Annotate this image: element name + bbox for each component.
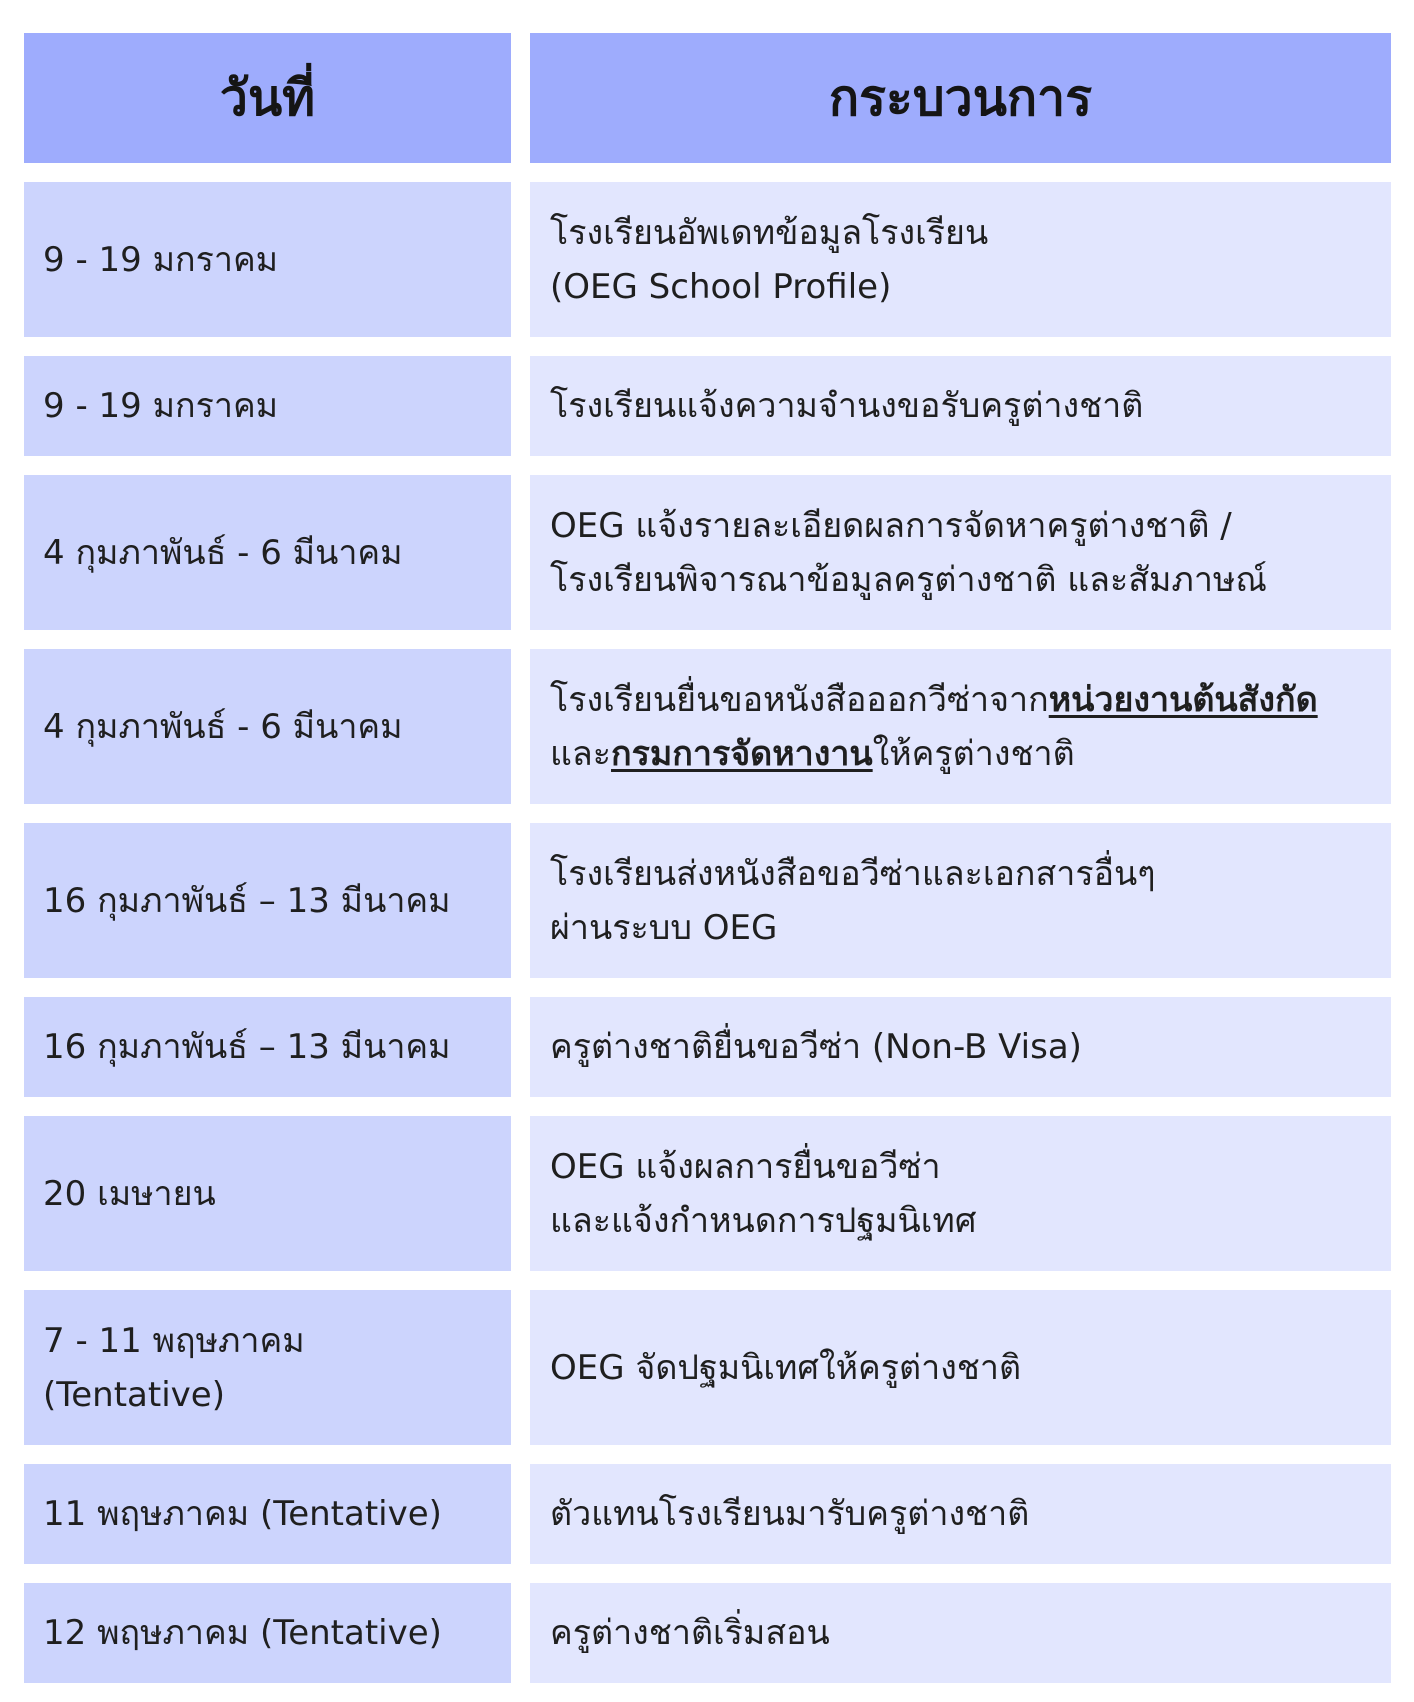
date-text: 7 - 11 พฤษภาคม (Tentative) xyxy=(43,1320,305,1415)
date-text: 4 กุมภาพันธ์ - 6 มีนาคม xyxy=(43,706,403,747)
process-text: โรงเรียนส่งหนังสือขอวีซ่าและเอกสารอื่นๆ ผ่านระบบ OEG xyxy=(550,853,1156,948)
date-text: 9 - 19 มกราคม xyxy=(43,386,279,426)
employment-department-link[interactable]: กรมการจัดหางาน xyxy=(611,733,873,774)
process-text: ตัวแทนโรงเรียนมารับครูต่างชาติ xyxy=(550,1494,1030,1534)
date-cell xyxy=(24,1116,511,1271)
process-text-and: และ xyxy=(550,733,612,774)
process-text-suffix: ให้ครูต่างชาติ xyxy=(872,733,1075,774)
date-cell xyxy=(24,997,511,1097)
process-text: โรงเรียนอัพเดทข้อมูลโรงเรียน (OEG School Profile) xyxy=(550,212,989,307)
date-text: 11 พฤษภาคม (Tentative) xyxy=(43,1494,442,1534)
process-cell xyxy=(530,997,1391,1097)
date-cell xyxy=(24,356,511,456)
date-cell xyxy=(24,823,511,978)
date-cell xyxy=(24,182,511,337)
process-cell xyxy=(530,475,1391,630)
date-text: 12 พฤษภาคม (Tentative) xyxy=(43,1613,442,1653)
process-text: OEG จัดปฐมนิเทศให้ครูต่างชาติ xyxy=(550,1347,1022,1388)
date-text: 20 เมษายน xyxy=(43,1173,216,1214)
process-cell xyxy=(530,649,1391,804)
header-process-cell xyxy=(530,33,1391,163)
date-text: 9 - 19 มกราคม xyxy=(43,239,279,280)
date-text: 4 กุมภาพันธ์ - 6 มีนาคม xyxy=(43,532,403,573)
process-text: โรงเรียนแจ้งความจำนงขอรับครูต่างชาติ xyxy=(550,386,1144,426)
process-text: OEG แจ้งรายละเอียดผลการจัดหาครูต่างชาติ / โรงเรียนพิจารณาข้อมูลครูต่างชาติ และสัมภาษณ์ xyxy=(550,505,1267,600)
date-cell xyxy=(24,1290,511,1445)
process-cell xyxy=(530,182,1391,337)
process-cell xyxy=(530,356,1391,456)
header-date-label: วันที่ xyxy=(219,68,316,127)
date-cell xyxy=(24,1583,511,1683)
date-cell xyxy=(24,475,511,630)
process-cell xyxy=(530,1116,1391,1271)
header-process-label: กระบวนการ xyxy=(828,68,1093,127)
date-text: 16 กุมภาพันธ์ – 13 มีนาคม xyxy=(43,1027,451,1067)
process-text: ครูต่างชาติเริ่มสอน xyxy=(550,1613,830,1653)
process-text xyxy=(550,673,1379,781)
process-cell xyxy=(530,1290,1391,1445)
header-date-cell xyxy=(24,33,511,163)
date-text: 16 กุมภาพันธ์ – 13 มีนาคม xyxy=(43,880,451,921)
date-cell xyxy=(24,649,511,804)
process-cell xyxy=(530,1464,1391,1564)
agency-link[interactable]: หน่วยงานต้นสังกัด xyxy=(1048,679,1318,720)
process-text: ครูต่างชาติยื่นขอวีซ่า (Non-B Visa) xyxy=(550,1027,1082,1067)
process-cell xyxy=(530,823,1391,978)
process-cell xyxy=(530,1583,1391,1683)
process-text-prefix: โรงเรียนยื่นขอหนังสือออกวีซ่าจาก xyxy=(550,679,1049,720)
schedule-table xyxy=(24,33,1391,1702)
process-text: OEG แจ้งผลการยื่นขอวีซ่า และแจ้งกำหนดการปฐมนิเทศ xyxy=(550,1146,977,1241)
date-cell xyxy=(24,1464,511,1564)
